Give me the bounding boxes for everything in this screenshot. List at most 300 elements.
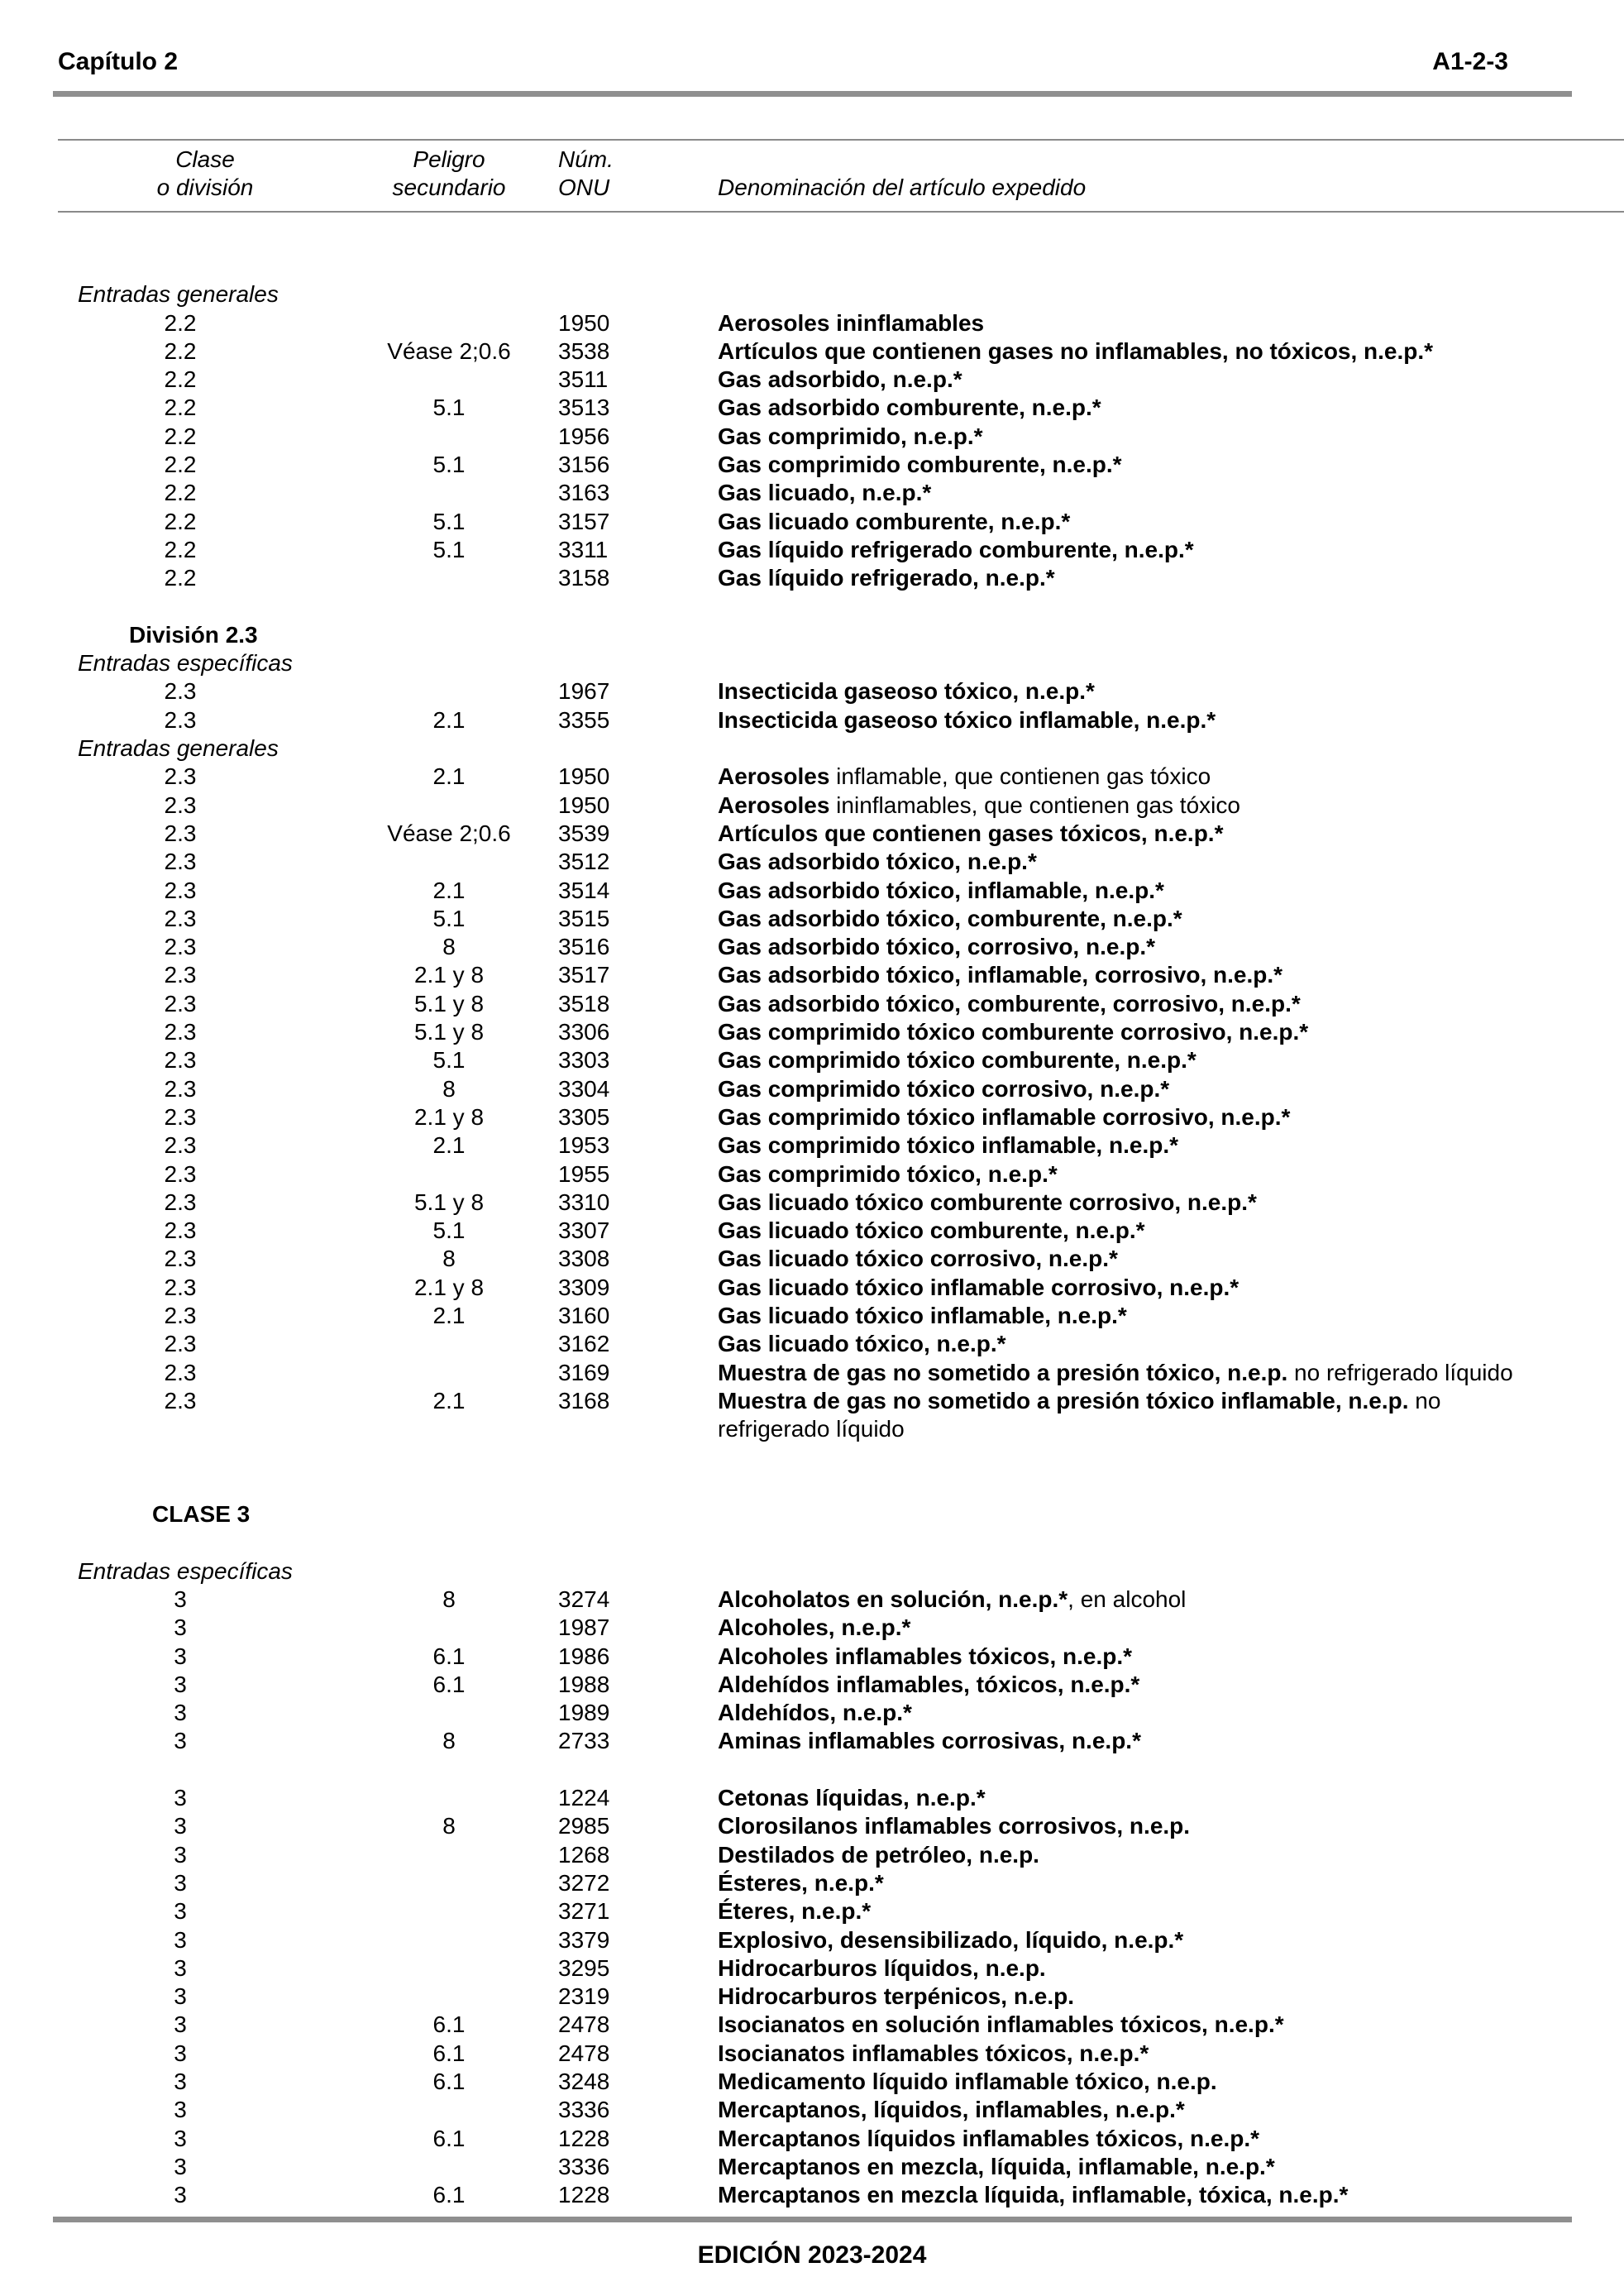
shipping-name-cell bbox=[718, 1812, 1190, 1840]
table-row bbox=[0, 1330, 1624, 1358]
column-header-class bbox=[157, 146, 254, 202]
shipping-name-bold: Alcoholes inflamables tóxicos, n.e.p.* bbox=[718, 1643, 1133, 1669]
shipping-name-bold: Destilados de petróleo, n.e.p. bbox=[718, 1841, 1039, 1868]
subsidiary-risk-value: 2.1 y 8 bbox=[413, 1274, 485, 1300]
shipping-name-cell bbox=[718, 933, 1155, 961]
class-value: 2.3 bbox=[164, 1359, 197, 1385]
un-number-cell: 3310 bbox=[558, 1189, 610, 1215]
class-value: 2.3 bbox=[164, 990, 197, 1016]
un-number-cell: 3162 bbox=[558, 1331, 610, 1357]
shipping-name-bold: Cetonas líquidas, n.e.p.* bbox=[718, 1785, 986, 1811]
subsidiary-risk-value: 2.1 bbox=[432, 706, 466, 733]
header-rule bbox=[53, 91, 1572, 97]
table-row bbox=[0, 905, 1624, 933]
table-row bbox=[0, 1046, 1624, 1074]
table-row bbox=[0, 2011, 1624, 2039]
un-number-cell: 1956 bbox=[558, 423, 610, 449]
shipping-name-bold: Gas adsorbido tóxico, inflamable, corrosivo, n.e.p.* bbox=[718, 962, 1283, 988]
column-header-class-line1: Clase bbox=[175, 146, 235, 172]
shipping-name-cell bbox=[718, 706, 1216, 734]
shipping-name-bold: Gas adsorbido, n.e.p.* bbox=[718, 366, 962, 393]
shipping-name-cell bbox=[718, 366, 962, 394]
shipping-name-bold: Gas adsorbido comburente, n.e.p.* bbox=[718, 395, 1101, 421]
table-row bbox=[0, 1643, 1624, 1671]
table-row bbox=[0, 2181, 1624, 2209]
shipping-name-bold: Gas licuado comburente, n.e.p.* bbox=[718, 508, 1071, 534]
table-row bbox=[0, 877, 1624, 905]
class-value: 2.2 bbox=[164, 536, 197, 562]
table-row bbox=[0, 1784, 1624, 1812]
shipping-name-cell bbox=[718, 1160, 1058, 1189]
shipping-name-cell bbox=[718, 423, 983, 451]
subsidiary-risk-value: 2.1 y 8 bbox=[413, 962, 485, 988]
un-number-cell: 3513 bbox=[558, 395, 610, 421]
shipping-name-cell bbox=[718, 877, 1164, 905]
table-row bbox=[0, 1245, 1624, 1273]
shipping-name-bold: Gas licuado, n.e.p.* bbox=[718, 480, 932, 506]
footer-rule bbox=[53, 2217, 1572, 2222]
shipping-name-cell bbox=[718, 1727, 1141, 1755]
table-row bbox=[0, 508, 1624, 536]
section-heading: Entradas específicas bbox=[78, 1557, 293, 1584]
table-row bbox=[0, 1131, 1624, 1160]
shipping-name-cell bbox=[718, 1274, 1239, 1302]
table-row bbox=[0, 1387, 1624, 1415]
shipping-name-bold: Muestra de gas no sometido a presión tóxico inflamable, n.e.p. bbox=[718, 1387, 1409, 1413]
shipping-name-bold: Insecticida gaseoso tóxico inflamable, n.e.p.* bbox=[718, 706, 1216, 733]
un-number-cell: 3248 bbox=[558, 2069, 610, 2094]
shipping-name-cell bbox=[718, 1359, 1513, 1387]
shipping-name-bold: Aerosoles bbox=[718, 792, 830, 818]
class-value: 3 bbox=[174, 1841, 187, 1868]
class-value: 2.3 bbox=[164, 706, 197, 733]
subsidiary-risk-value: 8 bbox=[442, 1813, 456, 1839]
shipping-name-bold: Gas licuado tóxico inflamable corrosivo, n.e.p.* bbox=[718, 1274, 1239, 1300]
column-header-class-line2: o división bbox=[156, 175, 254, 200]
table-row bbox=[0, 1897, 1624, 1925]
subsidiary-risk-value: 6.1 bbox=[432, 2182, 466, 2208]
un-number-cell: 3311 bbox=[558, 536, 609, 562]
shipping-name-bold: Gas comprimido tóxico inflamable, n.e.p.* bbox=[718, 1132, 1179, 1159]
table-row bbox=[0, 1671, 1624, 1699]
un-number-cell: 3271 bbox=[558, 1898, 610, 1925]
shipping-name-bold: Gas líquido refrigerado, n.e.p.* bbox=[718, 565, 1055, 591]
subsidiary-risk-value: 5.1 y 8 bbox=[413, 1189, 485, 1215]
class-value: 3 bbox=[174, 1586, 187, 1612]
table-row bbox=[0, 366, 1624, 394]
un-number-cell: 1967 bbox=[558, 678, 610, 705]
table-row bbox=[0, 2040, 1624, 2068]
shipping-name-cell bbox=[718, 1699, 912, 1727]
class-value: 2.3 bbox=[164, 1302, 197, 1328]
table-row bbox=[0, 1869, 1624, 1897]
class-value: 2.3 bbox=[164, 1075, 197, 1102]
class-value: 3 bbox=[174, 1898, 187, 1925]
table-row bbox=[0, 1160, 1624, 1189]
shipping-name-bold: Gas comprimido tóxico corrosivo, n.e.p.* bbox=[718, 1075, 1170, 1102]
subsidiary-risk-value: 8 bbox=[442, 934, 456, 960]
shipping-name-extra: , en alcohol bbox=[1068, 1586, 1187, 1612]
class-value: 2.3 bbox=[164, 962, 197, 988]
subsidiary-risk-value: 2.1 y 8 bbox=[413, 1103, 485, 1130]
subsidiary-risk-value: 6.1 bbox=[432, 2011, 466, 2038]
class-value: 3 bbox=[174, 2097, 187, 2123]
shipping-name-cell bbox=[718, 1131, 1178, 1160]
class-value: 2.3 bbox=[164, 1387, 197, 1413]
un-number-cell: 3295 bbox=[558, 1954, 610, 1981]
shipping-name-cell bbox=[718, 1926, 1183, 1954]
subsidiary-risk-value: 2.1 bbox=[432, 1387, 466, 1413]
class-value: 2.3 bbox=[164, 849, 197, 875]
class-value: 3 bbox=[174, 2011, 187, 2038]
un-number-cell: 3303 bbox=[558, 1047, 610, 1074]
un-number-cell: 1953 bbox=[558, 1132, 610, 1159]
class-value: 2.3 bbox=[164, 934, 197, 960]
shipping-name-cell bbox=[718, 792, 1240, 820]
un-number-cell: 3160 bbox=[558, 1302, 610, 1328]
shipping-name-bold: Gas comprimido tóxico, n.e.p.* bbox=[718, 1160, 1058, 1187]
un-number-cell: 3511 bbox=[558, 366, 609, 393]
shipping-name-cell bbox=[718, 1018, 1308, 1046]
table-row bbox=[0, 820, 1624, 848]
shipping-name-extra: no refrigerado líquido bbox=[1287, 1359, 1513, 1385]
shipping-name-bold: Éteres, n.e.p.* bbox=[718, 1898, 872, 1925]
column-header-un-number bbox=[558, 146, 614, 202]
un-number-cell: 3538 bbox=[558, 337, 610, 364]
class-value: 3 bbox=[174, 2069, 187, 2094]
shipping-name-cell bbox=[718, 508, 1070, 536]
class-value: 3 bbox=[174, 1614, 187, 1641]
un-number-cell: 1989 bbox=[558, 1700, 610, 1726]
subsidiary-risk-value: 5.1 y 8 bbox=[413, 990, 485, 1016]
subsidiary-risk-value: 5.1 bbox=[432, 1047, 466, 1074]
shipping-name-bold: Gas adsorbido tóxico, corrosivo, n.e.p.* bbox=[718, 934, 1156, 960]
subsidiary-risk-value: 6.1 bbox=[432, 1643, 466, 1669]
un-number-cell: 3379 bbox=[558, 1926, 610, 1953]
shipping-name-bold: Insecticida gaseoso tóxico, n.e.p.* bbox=[718, 678, 1095, 705]
division-heading-row bbox=[0, 621, 1624, 649]
shipping-name-cell bbox=[718, 1586, 1186, 1614]
shipping-name-bold: Mercaptanos líquidos inflamables tóxicos, n.e.p.* bbox=[718, 2125, 1260, 2151]
un-number-cell: 1950 bbox=[558, 763, 610, 790]
table-row bbox=[0, 2125, 1624, 2153]
un-number-cell: 3163 bbox=[558, 480, 610, 506]
section-heading: Entradas generales bbox=[78, 281, 279, 308]
class-value: 3 bbox=[174, 2040, 187, 2066]
table-row bbox=[0, 1075, 1624, 1103]
shipping-name-bold: Gas comprimido tóxico comburente, n.e.p.* bbox=[718, 1047, 1197, 1074]
un-number-cell: 1988 bbox=[558, 1671, 610, 1697]
table-row bbox=[0, 1699, 1624, 1727]
un-number-cell: 3515 bbox=[558, 905, 610, 931]
subsidiary-risk-value: 5.1 bbox=[432, 452, 466, 478]
un-number-cell: 3516 bbox=[558, 934, 610, 960]
table-row bbox=[0, 848, 1624, 876]
un-number-cell: 1268 bbox=[558, 1841, 610, 1868]
un-number-cell: 3336 bbox=[558, 2097, 610, 2123]
section-heading-row bbox=[0, 1557, 1624, 1586]
subsidiary-risk-value: 5.1 bbox=[432, 508, 466, 534]
subsidiary-risk-value: 8 bbox=[442, 1728, 456, 1754]
class-value: 2.2 bbox=[164, 480, 197, 506]
shipping-name-cell bbox=[718, 451, 1122, 479]
table-row bbox=[0, 1954, 1624, 1983]
shipping-name-bold: Aerosoles bbox=[718, 763, 830, 790]
shipping-name-cell bbox=[718, 2153, 1275, 2181]
class-value: 3 bbox=[174, 1926, 187, 1953]
table-row bbox=[0, 1614, 1624, 1642]
subsidiary-risk-value: 5.1 y 8 bbox=[413, 1019, 485, 1045]
table-row bbox=[0, 2068, 1624, 2096]
shipping-name-extra: inflamable, que contienen gas tóxico bbox=[829, 763, 1211, 790]
un-number-cell: 3514 bbox=[558, 877, 610, 903]
shipping-name-cell bbox=[718, 2011, 1284, 2039]
un-number-cell: 3355 bbox=[558, 706, 610, 733]
shipping-name-bold: Mercaptanos en mezcla líquida, inflamable, tóxica, n.e.p.* bbox=[718, 2182, 1349, 2208]
class-value: 2.2 bbox=[164, 366, 197, 393]
un-number-cell: 2478 bbox=[558, 2011, 610, 2038]
entry-name-continuation: refrigerado líquido bbox=[718, 1416, 905, 1442]
shipping-name-cell bbox=[718, 2096, 1185, 2124]
un-number-cell: 1950 bbox=[558, 309, 610, 336]
un-number-cell: 2733 bbox=[558, 1728, 610, 1754]
shipping-name-bold: Muestra de gas no sometido a presión tóxico, n.e.p. bbox=[718, 1359, 1288, 1385]
shipping-name-cell bbox=[718, 848, 1037, 876]
class-value: 2.2 bbox=[164, 508, 197, 534]
shipping-name-bold: Aerosoles ininflamables bbox=[718, 309, 985, 336]
shipping-name-cell bbox=[718, 820, 1223, 848]
subsidiary-risk-value: 2.1 bbox=[432, 1132, 466, 1159]
class-value: 2.3 bbox=[164, 1047, 197, 1074]
shipping-name-cell bbox=[718, 1671, 1139, 1699]
subsidiary-risk-value: 5.1 bbox=[432, 395, 466, 421]
column-header-un-line1: Núm. bbox=[558, 146, 614, 172]
table-row bbox=[0, 990, 1624, 1018]
table-row bbox=[0, 2153, 1624, 2181]
class-value: 2.2 bbox=[164, 452, 197, 478]
shipping-name-bold: Hidrocarburos terpénicos, n.e.p. bbox=[718, 1983, 1074, 2010]
subsidiary-risk-value: 5.1 bbox=[432, 536, 466, 562]
shipping-name-bold: Hidrocarburos líquidos, n.e.p. bbox=[718, 1954, 1046, 1981]
shipping-name-bold: Gas adsorbido tóxico, n.e.p.* bbox=[718, 849, 1037, 875]
class-value: 2.3 bbox=[164, 678, 197, 705]
un-number-cell: 3168 bbox=[558, 1387, 610, 1413]
shipping-name-bold: Gas licuado tóxico comburente corrosivo, n.e.p.* bbox=[718, 1189, 1257, 1215]
table-row bbox=[0, 1018, 1624, 1046]
shipping-name-bold: Artículos que contienen gases no inflamables, no tóxicos, n.e.p.* bbox=[718, 337, 1434, 364]
shipping-name-bold: Aldehídos, n.e.p.* bbox=[718, 1700, 912, 1726]
un-number-cell: 3307 bbox=[558, 1217, 610, 1244]
shipping-name-cell bbox=[718, 1330, 1006, 1358]
class-value: 2.3 bbox=[164, 1160, 197, 1187]
class-value: 2.3 bbox=[164, 877, 197, 903]
column-header-subsidiary-line2: secundario bbox=[392, 175, 506, 200]
shipping-name-cell bbox=[718, 961, 1282, 989]
shipping-name-bold: Isocianatos en solución inflamables tóxicos, n.e.p.* bbox=[718, 2011, 1284, 2038]
class-value: 3 bbox=[174, 1813, 187, 1839]
shipping-name-cell bbox=[718, 1897, 871, 1925]
table-row bbox=[0, 1727, 1624, 1755]
row-spacer bbox=[0, 593, 1624, 621]
shipping-name-bold: Gas adsorbido tóxico, inflamable, n.e.p.* bbox=[718, 877, 1164, 903]
un-number-cell: 3306 bbox=[558, 1019, 610, 1045]
shipping-name-bold: Medicamento líquido inflamable tóxico, n.e.p. bbox=[718, 2069, 1217, 2094]
shipping-name-cell bbox=[718, 2068, 1217, 2096]
un-number-cell: 1986 bbox=[558, 1643, 610, 1669]
table-row bbox=[0, 309, 1624, 337]
division-heading: División 2.3 bbox=[129, 621, 258, 648]
shipping-name-bold: Gas comprimido, n.e.p.* bbox=[718, 423, 983, 449]
shipping-name-cell bbox=[718, 309, 984, 337]
shipping-name-cell bbox=[718, 1103, 1290, 1131]
table-row bbox=[0, 479, 1624, 507]
continuation-row bbox=[0, 1415, 1624, 1443]
class-value: 3 bbox=[174, 1700, 187, 1726]
class-value: 3 bbox=[174, 1983, 187, 2010]
un-number-cell: 3308 bbox=[558, 1246, 610, 1272]
shipping-name-cell bbox=[718, 337, 1433, 366]
class-value: 3 bbox=[174, 1954, 187, 1981]
class-value: 2.3 bbox=[164, 1246, 197, 1272]
subsidiary-risk-value: 8 bbox=[442, 1586, 456, 1612]
shipping-name-bold: Isocianatos inflamables tóxicos, n.e.p.* bbox=[718, 2040, 1149, 2066]
column-header-subsidiary bbox=[393, 146, 506, 202]
un-number-cell: 3336 bbox=[558, 2153, 610, 2179]
table-row bbox=[0, 1217, 1624, 1245]
shipping-name-cell bbox=[718, 1046, 1197, 1074]
un-number-cell: 3539 bbox=[558, 820, 610, 846]
shipping-name-cell bbox=[718, 1983, 1074, 2011]
section-heading-row bbox=[0, 280, 1624, 309]
column-header-name-text: Denominación del artículo expedido bbox=[718, 175, 1087, 200]
shipping-name-bold: Aldehídos inflamables, tóxicos, n.e.p.* bbox=[718, 1671, 1140, 1697]
table-row bbox=[0, 1586, 1624, 1614]
un-number-cell: 2985 bbox=[558, 1813, 610, 1839]
table-header-rule bbox=[58, 211, 1624, 213]
subsidiary-risk-value: 8 bbox=[442, 1075, 456, 1102]
shipping-name-cell bbox=[718, 1614, 910, 1642]
class-value: 3 bbox=[174, 1869, 187, 1896]
table-row bbox=[0, 1926, 1624, 1954]
table-row bbox=[0, 1274, 1624, 1302]
shipping-name-cell bbox=[718, 2040, 1149, 2068]
table-row bbox=[0, 564, 1624, 592]
class-value: 2.3 bbox=[164, 1274, 197, 1300]
un-number-cell: 1228 bbox=[558, 2182, 610, 2208]
shipping-name-bold: Alcoholatos en solución, n.e.p.* bbox=[718, 1586, 1068, 1612]
un-number-cell: 2319 bbox=[558, 1983, 610, 2010]
section-heading-row bbox=[0, 649, 1624, 677]
table-row bbox=[0, 423, 1624, 451]
shipping-name-bold: Gas comprimido comburente, n.e.p.* bbox=[718, 452, 1122, 478]
class-value: 2.2 bbox=[164, 309, 197, 336]
table-row bbox=[0, 792, 1624, 820]
section-heading: Entradas generales bbox=[78, 735, 279, 762]
shipping-name-cell bbox=[718, 2181, 1348, 2209]
shipping-name-bold: Gas líquido refrigerado comburente, n.e.p.* bbox=[718, 536, 1194, 562]
class-value: 3 bbox=[174, 1671, 187, 1697]
table-row bbox=[0, 1103, 1624, 1131]
subsidiary-risk-value: 6.1 bbox=[432, 2040, 466, 2066]
class-value: 2.2 bbox=[164, 565, 197, 591]
entries-table bbox=[0, 252, 1624, 2209]
shipping-name-cell bbox=[718, 1841, 1039, 1869]
subsidiary-risk-value: 6.1 bbox=[432, 2069, 466, 2094]
subsidiary-risk-value: Véase 2;0.6 bbox=[387, 820, 511, 846]
table-row bbox=[0, 1983, 1624, 2011]
table-row bbox=[0, 337, 1624, 366]
table-row bbox=[0, 763, 1624, 791]
class-value: 2.2 bbox=[164, 395, 197, 421]
shipping-name-cell bbox=[718, 1302, 1127, 1330]
un-number-cell: 3157 bbox=[558, 508, 610, 534]
un-number-cell: 3512 bbox=[558, 849, 610, 875]
shipping-name-cell bbox=[718, 1245, 1118, 1273]
un-number-cell: 1987 bbox=[558, 1614, 610, 1641]
class-value: 2.3 bbox=[164, 1132, 197, 1159]
class-heading: CLASE 3 bbox=[152, 1501, 251, 1528]
class-value: 3 bbox=[174, 1728, 187, 1754]
shipping-name-cell bbox=[718, 2125, 1259, 2153]
un-number-cell: 3272 bbox=[558, 1869, 610, 1896]
shipping-name-cell bbox=[718, 677, 1095, 706]
class-value: 2.3 bbox=[164, 1331, 197, 1357]
shipping-name-cell bbox=[718, 1643, 1132, 1671]
row-spacer bbox=[0, 1472, 1624, 1500]
class-value: 2.3 bbox=[164, 1019, 197, 1045]
table-row bbox=[0, 394, 1624, 422]
un-number-cell: 2478 bbox=[558, 2040, 610, 2066]
row-spacer bbox=[0, 1756, 1624, 1784]
shipping-name-cell bbox=[718, 564, 1055, 592]
un-number-cell: 1228 bbox=[558, 2125, 610, 2151]
shipping-name-cell bbox=[718, 394, 1101, 422]
shipping-name-cell bbox=[718, 905, 1182, 933]
shipping-name-bold: Alcoholes, n.e.p.* bbox=[718, 1614, 911, 1641]
page-header bbox=[58, 48, 1566, 83]
shipping-name-cell bbox=[718, 536, 1194, 564]
un-number-cell: 3304 bbox=[558, 1075, 610, 1102]
un-number-cell: 1950 bbox=[558, 792, 610, 818]
un-number-cell: 3274 bbox=[558, 1586, 610, 1612]
un-number-cell: 1224 bbox=[558, 1785, 610, 1811]
shipping-name-cell bbox=[718, 1075, 1169, 1103]
shipping-name-bold: Gas comprimido tóxico inflamable corrosivo, n.e.p.* bbox=[718, 1103, 1291, 1130]
class-value: 2.3 bbox=[164, 1189, 197, 1215]
subsidiary-risk-value: 6.1 bbox=[432, 2125, 466, 2151]
un-number-cell: 3169 bbox=[558, 1359, 610, 1385]
un-number-cell: 3309 bbox=[558, 1274, 610, 1300]
subsidiary-risk-value: 2.1 bbox=[432, 763, 466, 790]
un-number-cell: 3518 bbox=[558, 990, 610, 1016]
shipping-name-bold: Ésteres, n.e.p.* bbox=[718, 1869, 884, 1896]
un-number-cell: 1955 bbox=[558, 1160, 610, 1187]
class-value: 3 bbox=[174, 1785, 187, 1811]
shipping-name-bold: Mercaptanos, líquidos, inflamables, n.e.p.* bbox=[718, 2097, 1185, 2123]
class-value: 3 bbox=[174, 2182, 187, 2208]
subsidiary-risk-value: Véase 2;0.6 bbox=[387, 337, 511, 364]
shipping-name-bold: Gas licuado tóxico, n.e.p.* bbox=[718, 1331, 1006, 1357]
class-value: 2.3 bbox=[164, 1103, 197, 1130]
shipping-name-extra: ininflamables, que contienen gas tóxico bbox=[829, 792, 1240, 818]
column-header-name bbox=[718, 174, 1086, 202]
table-row bbox=[0, 677, 1624, 706]
table-row bbox=[0, 536, 1624, 564]
page-reference: A1-2-3 bbox=[1432, 48, 1508, 75]
shipping-name-bold: Gas licuado tóxico comburente, n.e.p.* bbox=[718, 1217, 1145, 1244]
shipping-name-bold: Mercaptanos en mezcla, líquida, inflamable, n.e.p.* bbox=[718, 2153, 1275, 2179]
class-value: 2.3 bbox=[164, 905, 197, 931]
